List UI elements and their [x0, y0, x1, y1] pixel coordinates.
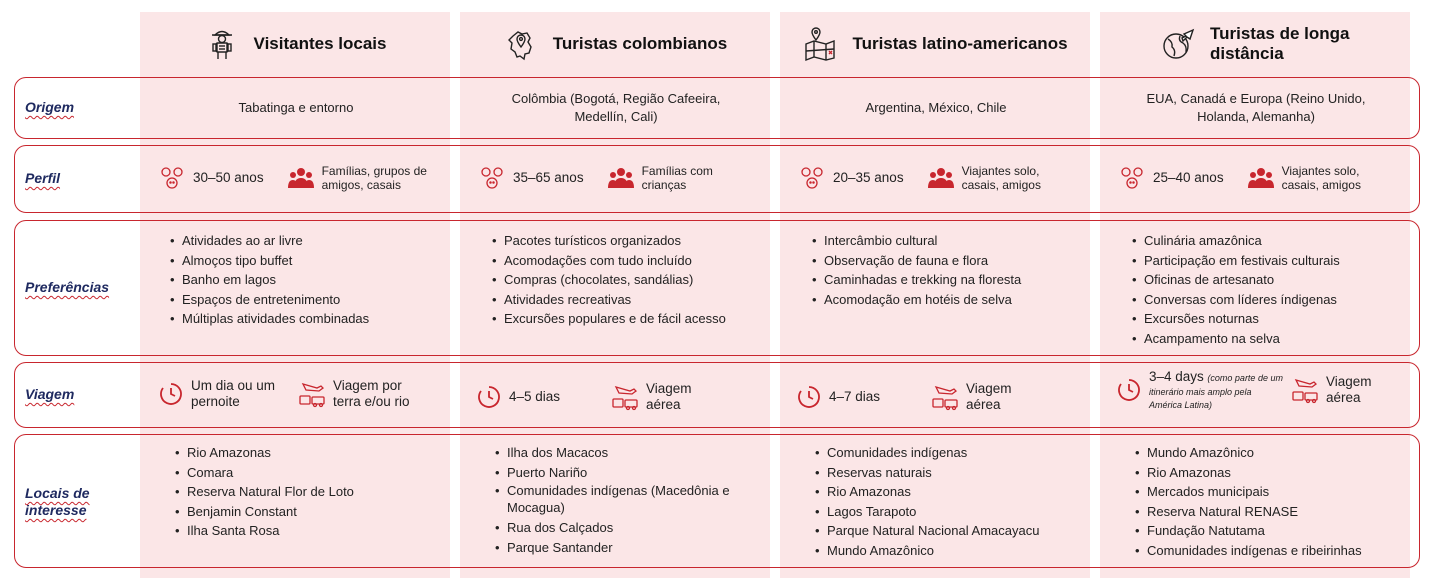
people-group-icon: [1248, 167, 1274, 189]
header-title: Turistas de longa distância: [1210, 24, 1350, 63]
trip-duration-note: (como parte de um itinerário mais amplo pela América Latina): [1149, 373, 1283, 410]
clock-icon: [1117, 378, 1141, 402]
locais-local: [175, 443, 460, 541]
list-item: • Rua dos Calçados: [495, 518, 780, 538]
age-range: 35–65 anos: [513, 170, 584, 185]
header-title: Turistas colombianos: [552, 34, 728, 53]
list-item: • Parque Natural Nacional Amacayacu: [815, 521, 1105, 541]
preferencias-longhaul: [1132, 231, 1417, 348]
list-item: • Observação de fauna e flora: [812, 251, 1102, 271]
header-title: Visitantes locais: [253, 34, 387, 53]
row-label-preferencias: Preferências: [25, 279, 110, 295]
row-preferencias: [14, 220, 1420, 356]
trip-duration-block: [1149, 369, 1284, 411]
group-type: Viajantes solo, casais, amigos: [1281, 164, 1361, 192]
group-type: Famílias, grupos de amigos, casais: [321, 164, 427, 192]
list-item: • Múltiplas atividades combinadas: [170, 309, 460, 329]
list-item: • Banho em lagos: [170, 270, 460, 290]
age-group-icon: [479, 165, 505, 191]
list-item: • Oficinas de artesanato: [1132, 270, 1417, 290]
row-label-perfil: Perfil: [25, 170, 61, 186]
perfil-latam: [799, 164, 1054, 192]
trip-duration: 4–5 dias: [509, 389, 561, 404]
list-item: • Excursões populares e de fácil acesso: [492, 309, 782, 329]
plane-bus-icon: [610, 383, 640, 411]
locais-latam: [815, 443, 1105, 560]
list-item: • Mundo Amazônico: [815, 541, 1105, 561]
viagem-colombian: [477, 381, 706, 413]
list-item: • Rio Amazonas: [175, 443, 460, 463]
age-group-icon: [799, 165, 825, 191]
list-item: • Excursões noturnas: [1132, 309, 1417, 329]
row-label-origem: Origem: [25, 99, 75, 115]
clock-icon: [797, 385, 821, 409]
list-item: • Atividades recreativas: [492, 290, 782, 310]
list-item: • Mundo Amazônico: [1135, 443, 1420, 463]
trip-duration: 4–7 dias: [829, 389, 881, 404]
list-item: • Puerto Nariño: [495, 463, 780, 483]
row-locais-de-interesse: [14, 434, 1420, 568]
preferencias-colombian: [492, 231, 782, 329]
list-item: • Reservas naturais: [815, 463, 1105, 483]
row-origem: [14, 77, 1420, 139]
header-turistas-colombianos: [460, 12, 770, 76]
people-group-icon: [288, 167, 314, 189]
group-type: Famílias com crianças: [641, 164, 713, 192]
list-item: • Acomodações com tudo incluído: [492, 251, 782, 271]
list-item: • Parque Santander: [495, 538, 780, 558]
trip-mode: Viagem aérea: [646, 381, 692, 412]
perfil-colombian: [479, 164, 732, 192]
perfil-local: [159, 164, 432, 192]
list-item: • Comunidades indígenas e ribeirinhas: [1135, 541, 1420, 561]
globe-plane-icon: [1160, 26, 1196, 62]
list-item: • Comara: [175, 463, 460, 483]
preferencias-latam: [812, 231, 1102, 309]
age-group-icon: [159, 165, 185, 191]
origem-latam: Argentina, México, Chile: [865, 99, 1007, 115]
row-viagem: [14, 362, 1420, 428]
list-item: • Comunidades indígenas (Macedônia e Mocagua): [495, 482, 780, 518]
row-perfil: [14, 145, 1420, 213]
viagem-local: [159, 378, 425, 410]
group-type: Viajantes solo, casais, amigos: [961, 164, 1041, 192]
header-title: Turistas latino-americanos: [852, 34, 1068, 53]
people-group-icon: [928, 167, 954, 189]
clock-icon: [159, 382, 183, 406]
age-range: 30–50 anos: [193, 170, 264, 185]
list-item: • Intercâmbio cultural: [812, 231, 1102, 251]
header-turistas-latino-americanos: [780, 12, 1090, 76]
list-item: • Espaços de entretenimento: [170, 290, 460, 310]
trip-duration: 3–4 days: [1149, 369, 1204, 384]
origem-longhaul: EUA, Canadá e Europa (Reino Unido, Holanda, Alemanha): [1146, 90, 1366, 124]
trip-mode: Viagem por terra e/ou rio: [333, 378, 410, 409]
preferencias-local: [170, 231, 460, 329]
age-range: 25–40 anos: [1153, 170, 1224, 185]
trip-mode: Viagem aérea: [1326, 374, 1372, 405]
list-item: • Acomodação em hotéis de selva: [812, 290, 1102, 310]
list-item: • Culinária amazônica: [1132, 231, 1417, 251]
plane-bus-icon: [297, 380, 327, 408]
list-item: • Fundação Natutama: [1135, 521, 1420, 541]
locais-longhaul: [1135, 443, 1420, 560]
origem-local: Tabatinga e entorno: [238, 99, 354, 115]
list-item: • Compras (chocolates, sandálias): [492, 270, 782, 290]
list-item: • Rio Amazonas: [1135, 463, 1420, 483]
list-item: • Comunidades indígenas: [815, 443, 1105, 463]
list-item: • Mercados municipais: [1135, 482, 1420, 502]
people-group-icon: [608, 167, 634, 189]
plane-bus-icon: [930, 383, 960, 411]
list-item: • Lagos Tarapoto: [815, 502, 1105, 522]
plane-bus-icon: [1290, 376, 1320, 404]
list-item: • Participação em festivais culturais: [1132, 251, 1417, 271]
age-group-icon: [1119, 165, 1145, 191]
header-visitantes-locais: [140, 12, 450, 76]
row-label-locais: Locais de interesse: [25, 485, 90, 518]
list-item: • Acampamento na selva: [1132, 329, 1417, 349]
list-item: • Conversas com líderes índigenas: [1132, 290, 1417, 310]
list-item: • Atividades ao ar livre: [170, 231, 460, 251]
perfil-longhaul: [1119, 164, 1374, 192]
explorer-icon: [204, 26, 240, 62]
list-item: • Almoços tipo buffet: [170, 251, 460, 271]
viagem-latam: [797, 381, 1026, 413]
list-item: • Reserva Natural RENASE: [1135, 502, 1420, 522]
age-range: 20–35 anos: [833, 170, 904, 185]
header-turistas-longa-distancia: [1100, 12, 1410, 76]
trip-duration: Um dia ou um pernoite: [191, 378, 276, 409]
list-item: • Benjamin Constant: [175, 502, 460, 522]
origem-colombian: Colômbia (Bogotá, Região Cafeeira, Medellín, Cali): [511, 90, 721, 124]
row-label-viagem: Viagem: [25, 386, 75, 402]
colombia-map-pin-icon: [503, 26, 539, 62]
list-item: • Ilha dos Macacos: [495, 443, 780, 463]
locais-colombian: [495, 443, 780, 557]
list-item: • Pacotes turísticos organizados: [492, 231, 782, 251]
list-item: • Caminhadas e trekking na floresta: [812, 270, 1102, 290]
viagem-longhaul: [1117, 369, 1386, 411]
list-item: • Reserva Natural Flor de Loto: [175, 482, 460, 502]
map-route-icon: [802, 26, 838, 62]
list-item: • Rio Amazonas: [815, 482, 1105, 502]
trip-mode: Viagem aérea: [966, 381, 1012, 412]
clock-icon: [477, 385, 501, 409]
list-item: • Ilha Santa Rosa: [175, 521, 460, 541]
